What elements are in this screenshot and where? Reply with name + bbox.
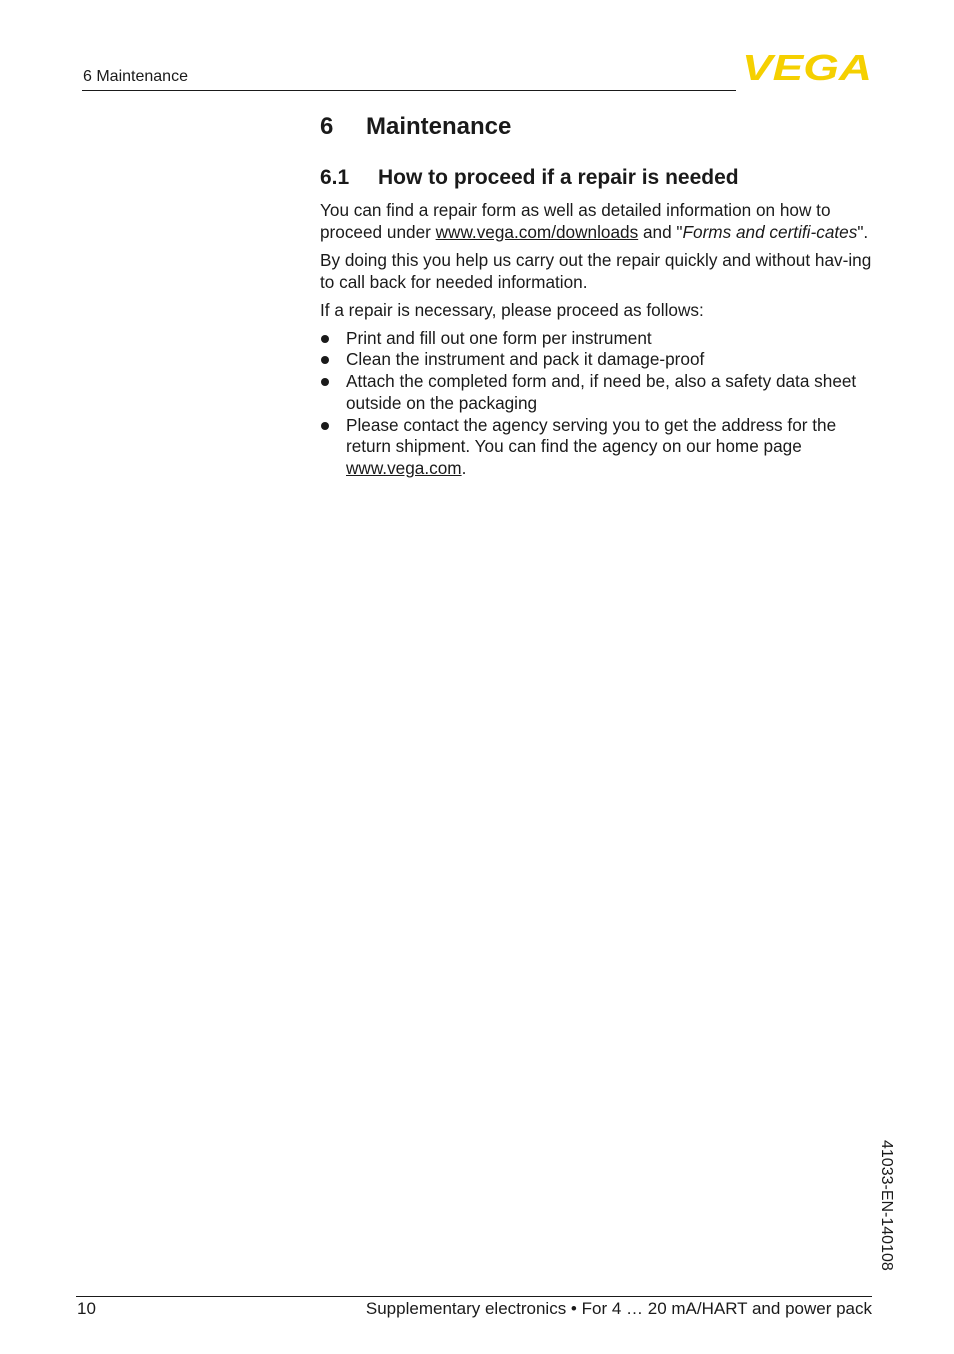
footer-title: Supplementary electronics • For 4 … 20 mA/HART and power pack: [365, 1299, 872, 1318]
vega-home-link[interactable]: www.vega.com: [346, 458, 462, 479]
section-number: 6.1: [320, 166, 350, 189]
paragraph-repair-form: [320, 200, 872, 243]
bullet4-text: Please contact the agency serving you to get the address for the return shipment. You can find the agency on our home page: [346, 414, 837, 457]
vega-logo: [742, 52, 872, 82]
paragraph-intro-steps: If a repair is necessary, please proceed as follows:: [320, 300, 704, 320]
p1-text-middle: and ": [638, 221, 683, 242]
section-title: How to proceed if a repair is needed: [378, 166, 739, 189]
list-item: [320, 415, 872, 480]
paragraph-benefit: By doing this you help us carry out the repair quickly and without hav-ing to call back for needed information.: [320, 250, 872, 292]
p1-text-start: You can find a repair form as well as detailed information on how to proceed under: [320, 200, 831, 242]
page-number: 10: [77, 1299, 96, 1318]
p1-text-end: ".: [857, 221, 869, 242]
list-item: Print and fill out one form per instrument: [320, 328, 872, 350]
logo-text: VEGA: [742, 52, 872, 82]
chapter-heading: [320, 110, 872, 144]
main-content: [320, 110, 872, 480]
list-item: Attach the completed form and, if need be, also a safety data sheet outside on the packaging: [320, 371, 872, 415]
forms-certificates-text: Forms and certifi-cates: [682, 221, 858, 242]
list-item: Clean the instrument and pack it damage-proof: [320, 349, 872, 371]
section-heading: [320, 162, 872, 194]
document-code: 41033-EN-140108: [878, 1140, 895, 1271]
steps-list: [320, 328, 872, 481]
footer-rule: [76, 1296, 872, 1297]
running-head: 6 Maintenance: [83, 68, 188, 85]
header-rule: [82, 90, 736, 91]
chapter-title: Maintenance: [366, 113, 512, 140]
chapter-number: 6: [320, 113, 334, 140]
downloads-link[interactable]: www.vega.com/downloads: [435, 221, 639, 242]
bullet4-end: .: [461, 458, 467, 479]
